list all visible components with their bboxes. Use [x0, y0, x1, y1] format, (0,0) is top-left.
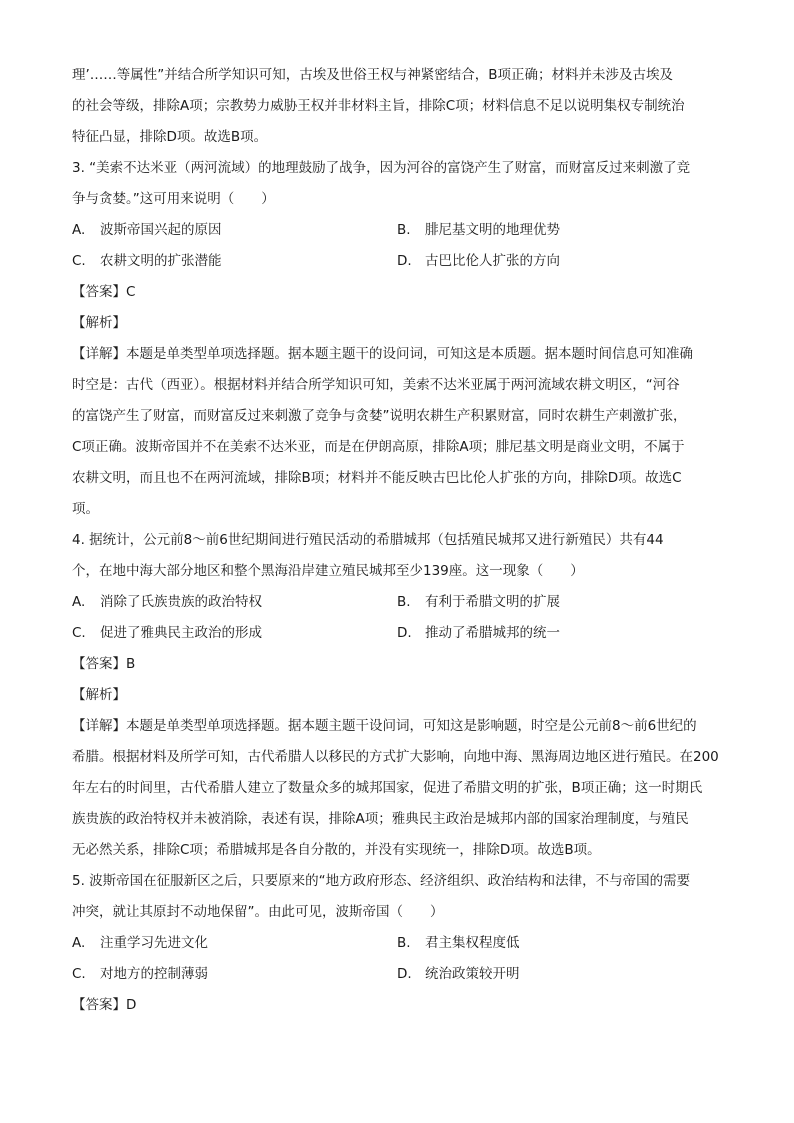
- option-key: D.: [397, 625, 412, 641]
- analysis-label: 【解析】: [72, 315, 126, 331]
- detail-line: 希腊。根据材料及所学可知，古代希腊人以移民的方式扩大影响，向地中海、黑海周边地区进行殖民。在200: [72, 749, 719, 765]
- option-a: [72, 928, 397, 959]
- option-key: B.: [397, 594, 411, 610]
- option-text: 波斯帝国兴起的原因: [100, 222, 222, 238]
- question-stem-line: 个，在地中海大部分地区和整个黑海沿岸建立殖民城邦至少139座。这一现象（ ）: [72, 563, 584, 579]
- options-grid: [72, 215, 724, 277]
- answer-label: 【答案】C: [72, 284, 136, 300]
- option-c: [72, 618, 397, 649]
- text-line: 的社会等级，排除A项；宗教势力威胁王权并非材料主旨，排除C项；材料信息不足以说明集权专制统治: [72, 98, 685, 114]
- intro-analysis: [72, 60, 724, 153]
- text-line: 特征凸显，排除D项。故选B项。: [72, 129, 268, 145]
- option-text: 古巴比伦人扩张的方向: [425, 253, 560, 269]
- question-stem-line: 5. 波斯帝国在征服新区之后，只要原来的“地方政府形态、经济组织、政治结构和法律，不与帝国的需要: [72, 873, 691, 889]
- option-text: 对地方的控制薄弱: [100, 966, 208, 982]
- option-key: C.: [72, 625, 86, 641]
- option-c: [72, 959, 397, 990]
- answer-label: 【答案】B: [72, 656, 136, 672]
- question-5: [72, 866, 724, 1021]
- detail-line: 族贵族的政治特权并未被消除，表述有误，排除A项；雅典民主政治是城邦内部的国家治理制度，与殖民: [72, 811, 689, 827]
- option-key: C.: [72, 966, 86, 982]
- option-key: A.: [72, 222, 86, 238]
- option-text: 消除了氏族贵族的政治特权: [100, 594, 262, 610]
- option-d: [397, 618, 722, 649]
- option-b: [397, 928, 722, 959]
- answer-label: 【答案】D: [72, 997, 137, 1013]
- option-b: [397, 587, 722, 618]
- question-stem-line: 4. 据统计，公元前8～前6世纪期间进行殖民活动的希腊城邦（包括殖民城邦又进行新殖民）共有44: [72, 532, 664, 548]
- option-a: [72, 215, 397, 246]
- option-a: [72, 587, 397, 618]
- question-stem-line: 争与贪婪。”这可用来说明（ ）: [72, 191, 275, 207]
- question-4: [72, 525, 724, 866]
- detail-line: 的富饶产生了财富，而财富反过来刺激了竞争与贪婪”说明农耕生产积累财富，同时农耕生产刺激扩张，: [72, 408, 687, 424]
- detail-line: 【详解】本题是单类型单项选择题。据本题主题干设问词，可知这是影响题，时空是公元前8～前6世纪的: [72, 718, 697, 734]
- option-text: 注重学习先进文化: [100, 935, 208, 951]
- analysis-label: 【解析】: [72, 687, 126, 703]
- detail-line: 无必然关系，排除C项；希腊城邦是各自分散的，并没有实现统一，排除D项。故选B项。: [72, 842, 601, 858]
- option-text: 促进了雅典民主政治的形成: [100, 625, 262, 641]
- options-grid: [72, 587, 724, 649]
- option-text: 君主集权程度低: [425, 935, 520, 951]
- detail-line: 【详解】本题是单类型单项选择题。据本题主题干的设问词，可知这是本质题。据本题时间信息可知准确: [72, 346, 693, 362]
- option-key: A.: [72, 935, 86, 951]
- option-key: D.: [397, 253, 412, 269]
- option-text: 推动了希腊城邦的统一: [425, 625, 560, 641]
- document-page: [72, 60, 724, 1021]
- option-b: [397, 215, 722, 246]
- option-d: [397, 959, 722, 990]
- text-line: 理’……等属性”并结合所学知识可知，古埃及世俗王权与神紧密结合，B项正确；材料并未涉及古埃及: [72, 67, 674, 83]
- option-key: B.: [397, 222, 411, 238]
- option-key: D.: [397, 966, 412, 982]
- detail-line: C项正确。波斯帝国并不在美索不达米亚，而是在伊朗高原，排除A项；腓尼基文明是商业文明，不属于: [72, 439, 685, 455]
- option-key: B.: [397, 935, 411, 951]
- option-key: A.: [72, 594, 86, 610]
- option-c: [72, 246, 397, 277]
- option-text: 腓尼基文明的地理优势: [425, 222, 560, 238]
- question-3: [72, 153, 724, 525]
- detail-line: 项。: [72, 501, 99, 517]
- detail-line: 年左右的时间里，古代希腊人建立了数量众多的城邦国家，促进了希腊文明的扩张，B项正确；这一时期氏: [72, 780, 703, 796]
- question-stem-line: 3. “美索不达米亚（两河流域）的地理鼓励了战争，因为河谷的富饶产生了财富，而财富反过来刺激了竞: [72, 160, 691, 176]
- option-text: 统治政策较开明: [425, 966, 520, 982]
- options-grid: [72, 928, 724, 990]
- option-key: C.: [72, 253, 86, 269]
- option-text: 有利于希腊文明的扩展: [425, 594, 560, 610]
- detail-line: 时空是：古代（西亚）。根据材料并结合所学知识可知，美索不达米亚属于两河流域农耕文明区，“河谷: [72, 377, 680, 393]
- question-stem-line: 冲突，就让其原封不动地保留”。由此可见，波斯帝国（ ）: [72, 904, 444, 920]
- option-text: 农耕文明的扩张潜能: [100, 253, 222, 269]
- option-d: [397, 246, 722, 277]
- detail-line: 农耕文明，而且也不在两河流域，排除B项；材料并不能反映古巴比伦人扩张的方向，排除D项。故选C: [72, 470, 682, 486]
